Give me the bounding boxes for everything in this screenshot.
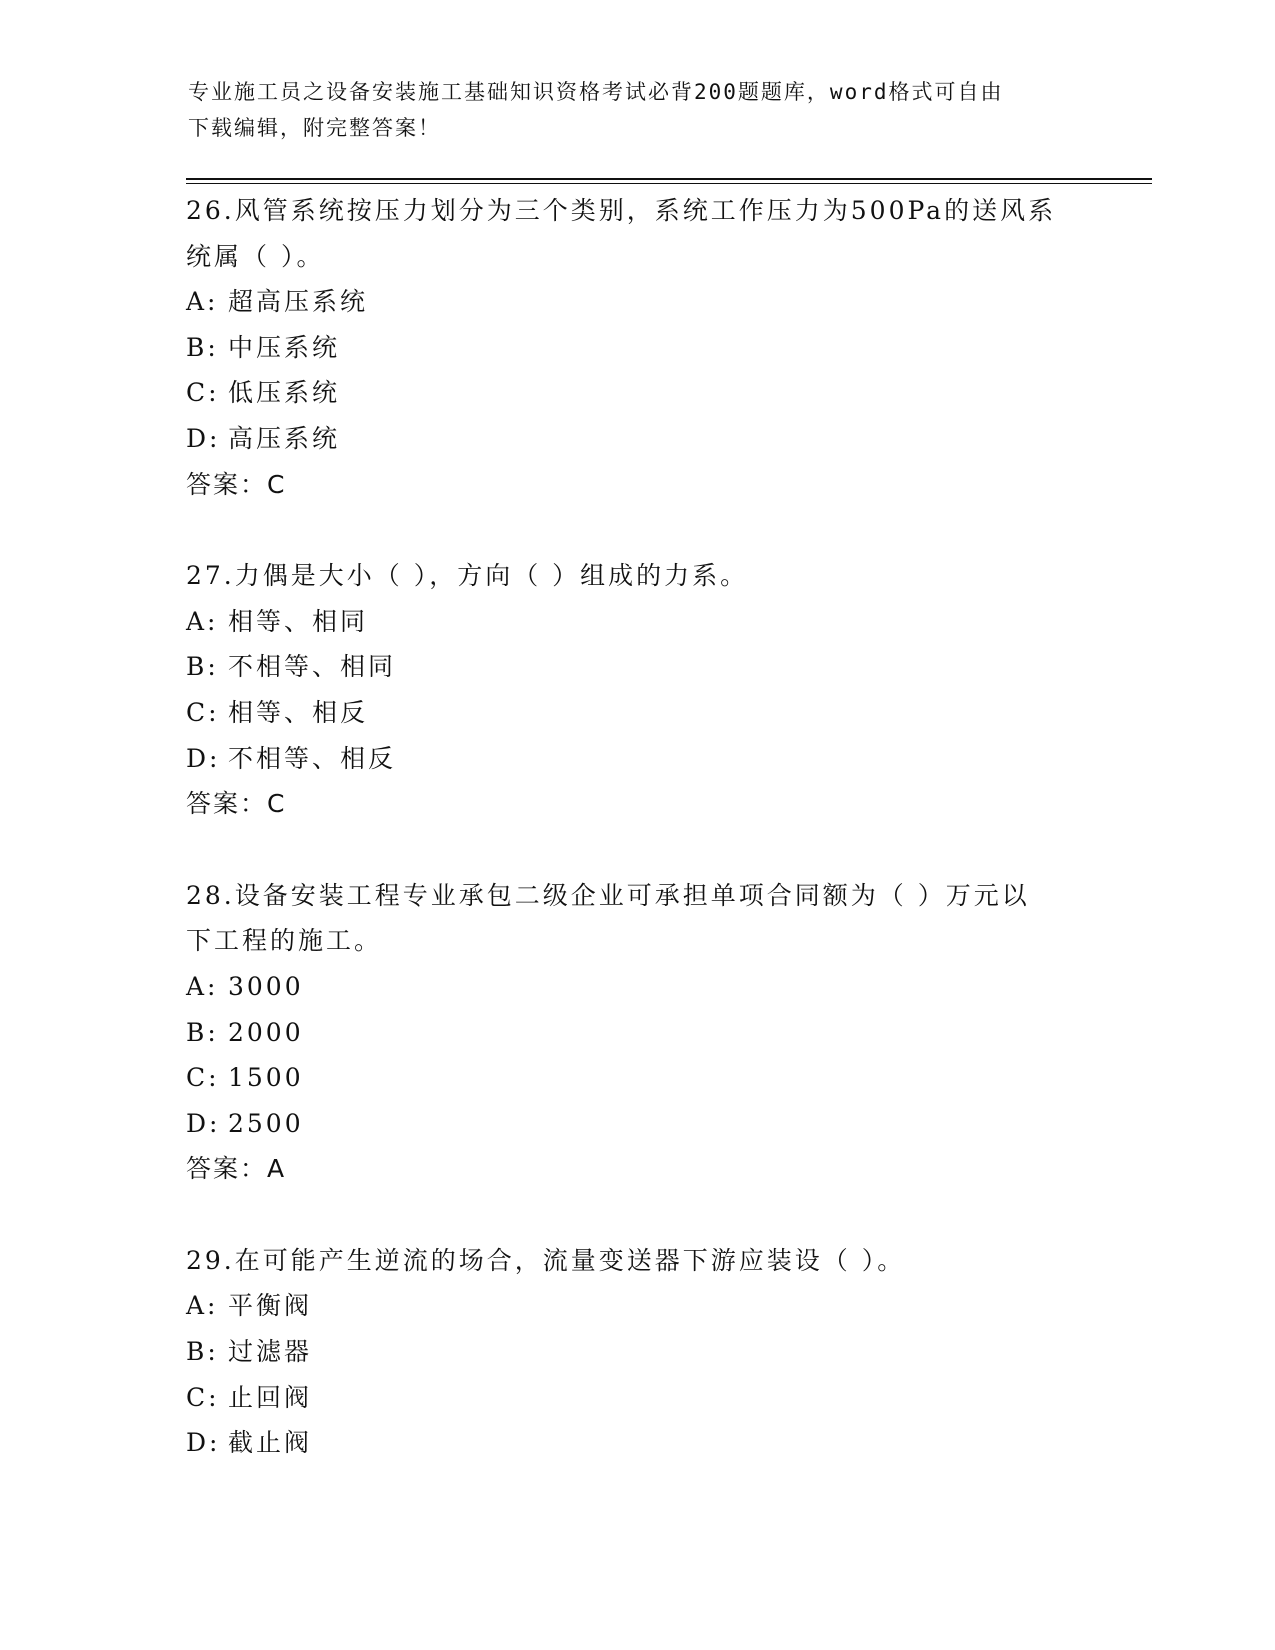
option-b [186, 325, 1076, 371]
option-text: 止回阀 [228, 1382, 313, 1412]
question-stem: 29.在可能产生逆流的场合，流量变送器下游应装设（ ）。 [186, 1245, 906, 1275]
option-text: 2500 [228, 1108, 304, 1138]
option-letter: A: [186, 606, 219, 636]
option-letter: B: [186, 1337, 219, 1367]
option-b [186, 644, 1076, 690]
header-line-2: 下载编辑，附完整答案！ [188, 116, 441, 140]
option-text: 过滤器 [228, 1337, 313, 1367]
option-letter: D: [186, 423, 221, 453]
option-text: 高压系统 [228, 423, 341, 453]
question-26 [186, 188, 1076, 507]
question-list [186, 188, 1076, 1512]
option-b [186, 1329, 1076, 1375]
option-text: 不相等、相反 [228, 743, 397, 773]
header-line-1: 专业施工员之设备安装施工基础知识资格考试必背200题题库，word格式可自由 [188, 80, 1004, 104]
option-a [186, 1283, 1076, 1329]
option-letter: A: [186, 1291, 219, 1321]
option-d [186, 1420, 1076, 1466]
option-letter: C: [186, 378, 220, 408]
option-d [186, 1101, 1076, 1147]
option-text: 截止阀 [228, 1428, 313, 1458]
option-text: 相等、相反 [228, 697, 369, 727]
document-header [188, 74, 1068, 146]
question-stem: 27.力偶是大小（ ），方向（ ）组成的力系。 [186, 561, 749, 591]
option-letter: A: [186, 287, 219, 317]
option-letter: B: [186, 332, 219, 362]
header-divider-thick [186, 178, 1152, 180]
option-letter: C: [186, 697, 220, 727]
option-d [186, 736, 1076, 782]
option-text: 低压系统 [228, 378, 341, 408]
answer-line: 答案：C [186, 789, 287, 819]
option-c [186, 1055, 1076, 1101]
option-letter: C: [186, 1382, 220, 1412]
option-d [186, 416, 1076, 462]
option-a [186, 279, 1076, 325]
option-text: 超高压系统 [228, 287, 369, 317]
option-letter: D: [186, 1428, 221, 1458]
option-c [186, 370, 1076, 416]
option-letter: D: [186, 743, 221, 773]
option-b [186, 1010, 1076, 1056]
question-28 [186, 873, 1076, 1192]
answer-line: 答案：A [186, 1154, 287, 1184]
option-text: 不相等、相同 [228, 652, 397, 682]
option-text: 1500 [228, 1063, 304, 1093]
header-divider-thin [186, 183, 1152, 184]
answer-line: 答案：C [186, 469, 287, 499]
option-letter: D: [186, 1108, 221, 1138]
option-letter: B: [186, 652, 219, 682]
option-a [186, 964, 1076, 1010]
question-29 [186, 1238, 1076, 1466]
option-text: 3000 [228, 971, 304, 1001]
question-stem-continued: 下工程的施工。 [186, 926, 383, 956]
question-stem-continued: 统属（ ）。 [186, 241, 325, 271]
option-text: 相等、相同 [228, 606, 369, 636]
question-stem: 28.设备安装工程专业承包二级企业可承担单项合同额为（ ）万元以 [186, 880, 1030, 910]
question-27 [186, 553, 1076, 827]
option-a [186, 599, 1076, 645]
option-c [186, 690, 1076, 736]
option-text: 2000 [228, 1017, 304, 1047]
option-text: 中压系统 [228, 332, 341, 362]
question-stem: 26.风管系统按压力划分为三个类别，系统工作压力为500Pa的送风系 [186, 196, 1057, 225]
option-letter: B: [186, 1017, 219, 1047]
option-letter: C: [186, 1063, 220, 1093]
option-text: 平衡阀 [228, 1291, 313, 1321]
option-c [186, 1375, 1076, 1421]
option-letter: A: [186, 971, 219, 1001]
